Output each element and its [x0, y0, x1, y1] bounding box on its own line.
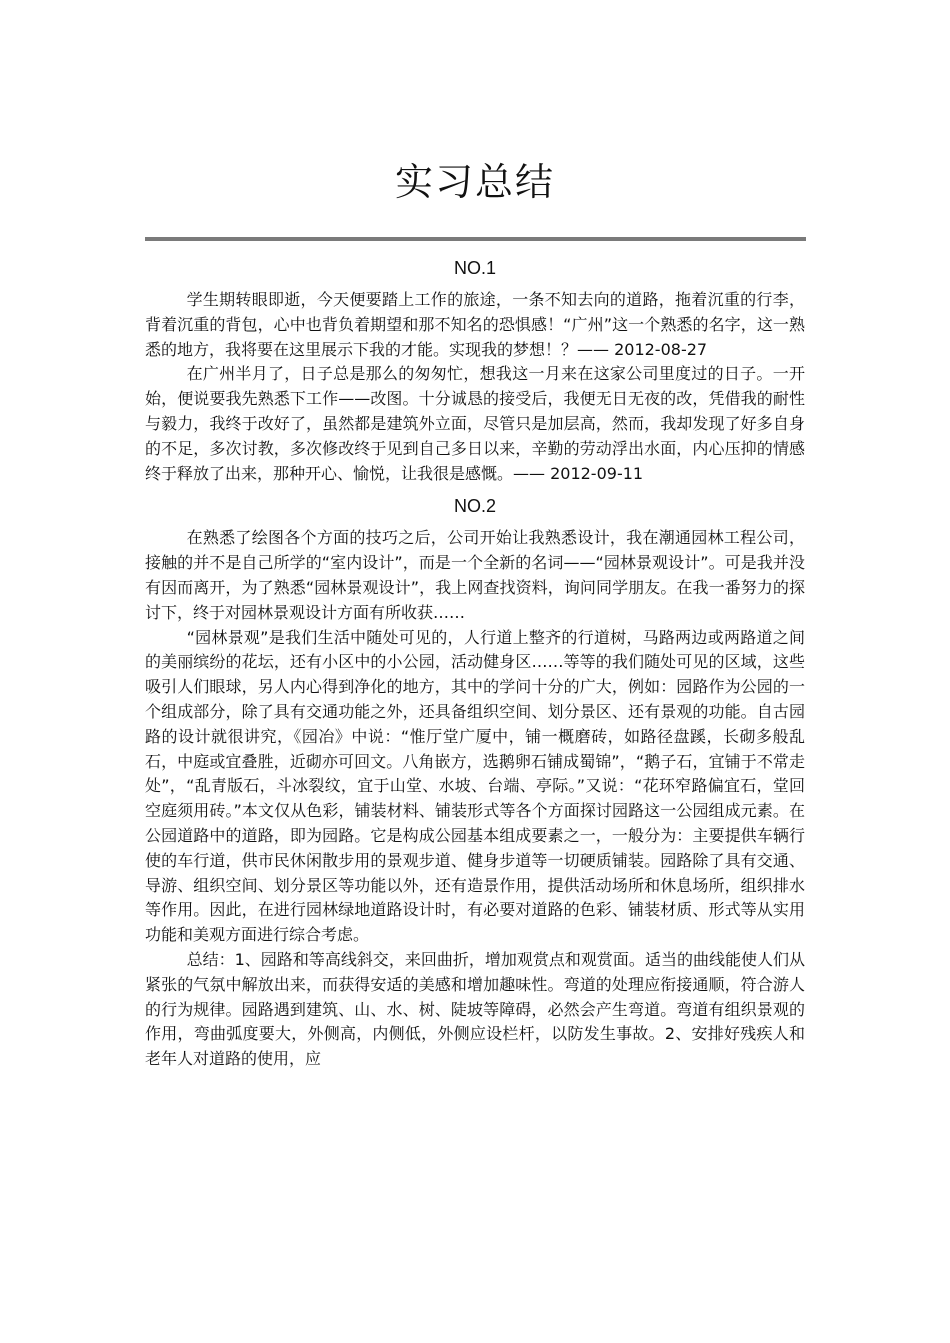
section-heading: NO.2	[453, 496, 496, 517]
paragraph: 学生期转眼即逝，今天便要踏上工作的旅途，一条不知去向的道路，拖着沉重的行李，背着沉重的背包，心中也背负着期望和那不知名的恐惧感！“广州”这一个熟悉的名字，这一熟悉的地方，我将要在这里展示下我的才能。实现我的梦想！？—— 2012-08-27	[145, 290, 805, 359]
paragraph: 在熟悉了绘图各个方面的技巧之后，公司开始让我熟悉设计，我在潮通园林工程公司，接触的并不是自己所学的“室内设计”，而是一个全新的名词——“园林景观设计”。可是我并没有因而离开，为了熟悉“园林景观设计”，我上网查找资料，询问同学朋友。在我一番努力的探讨下，终于对园林景观设计方面有所收获……	[145, 528, 805, 622]
section-no1	[145, 256, 805, 486]
page-title: 实习总结	[394, 160, 555, 204]
section-heading: NO.1	[453, 258, 496, 278]
paragraph: “园林景观”是我们生活中随处可见的，人行道上整齐的行道树，马路两边或两路道之间的美丽缤纷的花坛，还有小区中的小公园，活动健身区……等等的我们随处可见的区域，这些吸引人们眼球，另人内心得到净化的地方，其中的学问十分的广大，例如：园路作为公园的一个组成部分，除了具有交通功能之外，还具备组织空间、划分景区、还有景观的功能。自古园路的设计就很讲究，《园冶》中说：“惟厅堂广厦中，铺一概磨砖，如路径盘蹊，长砌多般乱石，中庭或宜叠胜，近砌亦可回文。八角嵌方，选鹅卵石铺成蜀锦”，“鹅子石，宜铺于不常走处”，“乱青版石，斗冰裂纹，宜于山堂、水坡、台端、亭际。”又说：“花环窄路偏宜石，堂回空庭须用砖。”本文仅从色彩，铺装材料、铺装形式等各个方面探讨园路这一公园组成元素。在公园道路中的道路，即为园路。它是构成公园基本组成要素之一，一般分为：主要提供车辆行使的车行道，供市民休闲散步用的景观步道、健身步道等一切硬质铺装。园路除了具有交通、导游、组织空间、划分景区等功能以外，还有造景作用，提供活动场所和休息场所，组织排水等作用。因此，在进行园林绿地道路设计时，有必要对道路的色彩、铺装材质、形式等从实用功能和美观方面进行综合考虑。	[145, 627, 805, 945]
paragraph: 总结：1、园路和等高线斜交，来回曲折，增加观赏点和观赏面。适当的曲线能使人们从紧张的气氛中解放出来，而获得安适的美感和增加趣味性。弯道的处理应衔接通顺，符合游人的行为规律。园路遇到建筑、山、水、树、陡坡等障碍，必然会产生弯道。弯道有组织景观的作用，弯曲弧度要大，外侧高，内侧低，外侧应设栏杆，以防发生事故。2、安排好残疾人和老年人对道路的使用，应	[145, 949, 805, 1069]
title-divider	[145, 237, 806, 241]
section-no2	[145, 494, 805, 1072]
document-body	[145, 252, 805, 1072]
paragraph: 在广州半月了，日子总是那么的匆匆忙，想我这一月来在这家公司里度过的日子。一开始，便说要我先熟悉下工作——改图。十分诚恳的接受后，我便无日无夜的改，凭借我的耐性与毅力，我终于改好了，虽然都是建筑外立面，尽管只是加层高，然而，我却发现了好多自身的不足，多次讨教，多次修改终于见到自己多日以来，辛勤的劳动浮出水面，内心压抑的情感终于释放了出来，那种开心、愉悦，让我很是感慨。—— 2012-09-11	[145, 364, 805, 483]
